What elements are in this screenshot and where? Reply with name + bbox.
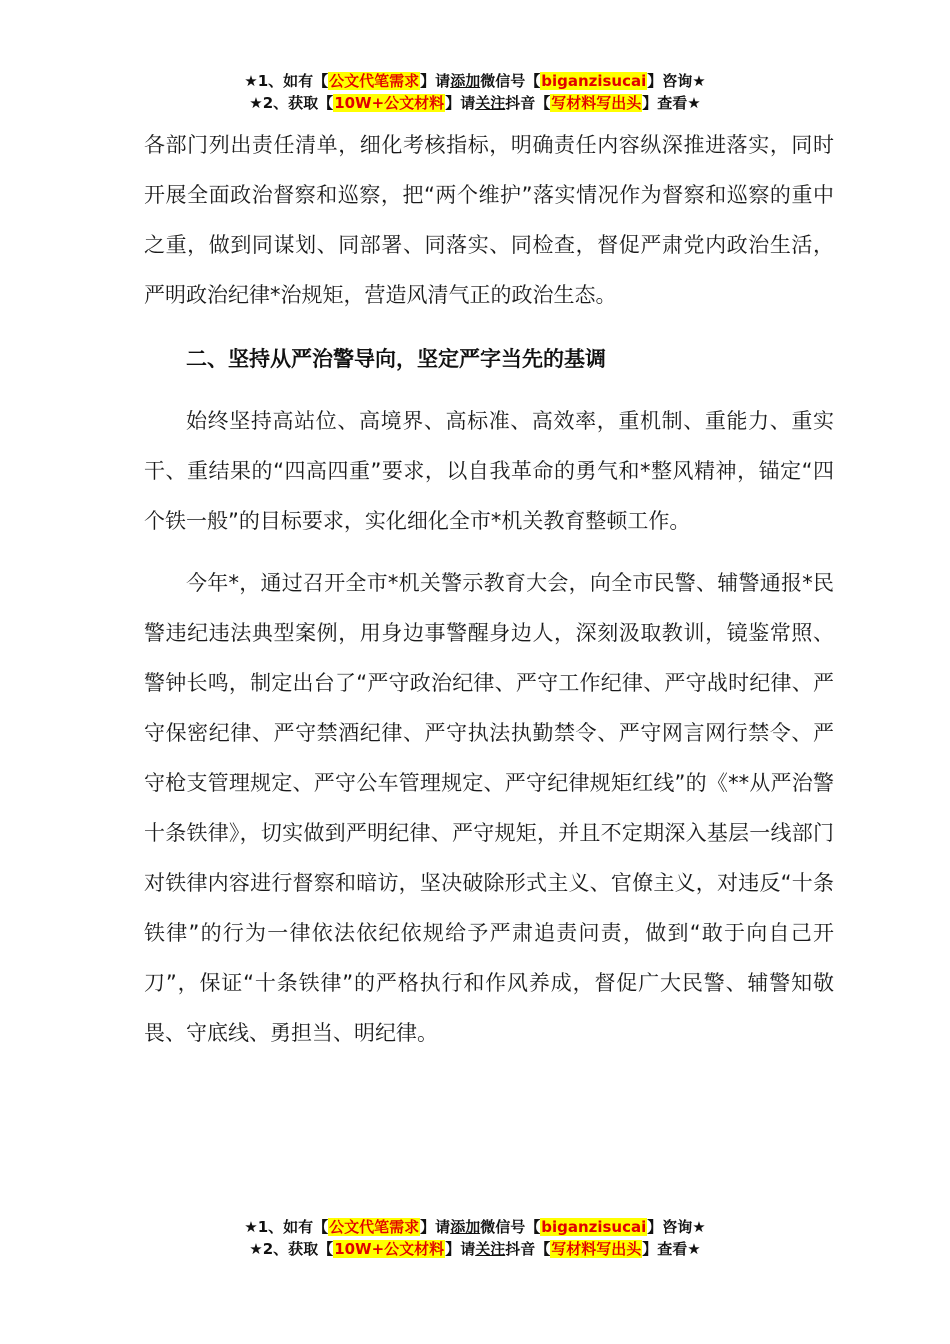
banner-text: 】查看★ [642,94,701,112]
highlight-materials: 10W+公文材料 [334,1240,445,1258]
highlight-service: 公文代笔需求 [329,1218,420,1236]
banner-emphasis: 关注 [475,1240,506,1258]
paragraph: 始终坚持高站位、高境界、高标准、高效率，重机制、重能力、重实干、重结果的“四高四重”要求，以自我革命的勇气和*整风精神，锚定“四个铁一般”的目标要求，实化细化全市*机关教育整顿工作。 [144,409,834,533]
banner-text: 】咨询★ [647,1218,706,1236]
banner-text: 】请 [445,1240,476,1258]
banner-line-1 [0,1216,950,1238]
highlight-douyin-account: 写材料写出头 [551,1240,642,1258]
document-body [144,120,834,1058]
banner-text: ★1、如有【 [244,1218,329,1236]
banner-text: 抖音【 [505,94,551,112]
highlight-wechat-id: biganzisucai [541,72,647,90]
banner-text: 微信号【 [480,1218,541,1236]
banner-text: 抖音【 [505,1240,551,1258]
highlight-douyin-account: 写材料写出头 [551,94,642,112]
highlight-materials: 10W+公文材料 [334,94,445,112]
banner-text: 】查看★ [642,1240,701,1258]
banner-text: ★2、获取【 [249,1240,334,1258]
banner-text: 】请 [420,72,451,90]
highlight-wechat-id: biganzisucai [541,1218,647,1236]
banner-emphasis: 添加 [450,1218,481,1236]
banner-text: 】请 [420,1218,451,1236]
banner-line-2 [0,1238,950,1260]
banner-line-1 [0,70,950,92]
banner-text: 】请 [445,94,476,112]
banner-emphasis: 关注 [475,94,506,112]
banner-line-2 [0,92,950,114]
banner-text: 微信号【 [480,72,541,90]
header-banner [0,70,950,114]
paragraph: 今年*，通过召开全市*机关警示教育大会，向全市民警、辅警通报*民警违纪违法典型案例，用身边事警醒身边人，深刻汲取教训，镜鉴常照、警钟长鸣，制定出台了“严守政治纪律、严守工作纪律、严守战时纪律、严守保密纪律、严守禁酒纪律、严守执法执勤禁令、严守网言网行禁令、严守枪支管理规定、严守公车管理规定、严守纪律规矩红线”的《**从严治警十条铁律》，切实做到严明纪律、严守规矩，并且不定期深入基层一线部门对铁律内容进行督察和暗访，坚决破除形式主义、官僚主义，对违反“十条铁律”的行为一律依法依纪依规给予严肃追责问责，做到“敢于向自己开刀”，保证“十条铁律”的严格执行和作风养成，督促广大民警、辅警知敬畏、守底线、勇担当、明纪律。 [144,571,834,1045]
paragraph-continued: 各部门列出责任清单，细化考核指标，明确责任内容纵深推进落实，同时开展全面政治督察和巡察，把“两个维护”落实情况作为督察和巡察的重中之重，做到同谋划、同部署、同落实、同检查，督促严肃党内政治生活，严明政治纪律*治规矩，营造风清气正的政治生态。 [144,133,834,307]
section-heading: 二、坚持从严治警导向，坚定严字当先的基调 [186,347,606,371]
banner-text: ★1、如有【 [244,72,329,90]
banner-emphasis: 添加 [450,72,481,90]
banner-text: 】咨询★ [647,72,706,90]
banner-text: ★2、获取【 [249,94,334,112]
highlight-service: 公文代笔需求 [329,72,420,90]
footer-banner [0,1216,950,1260]
